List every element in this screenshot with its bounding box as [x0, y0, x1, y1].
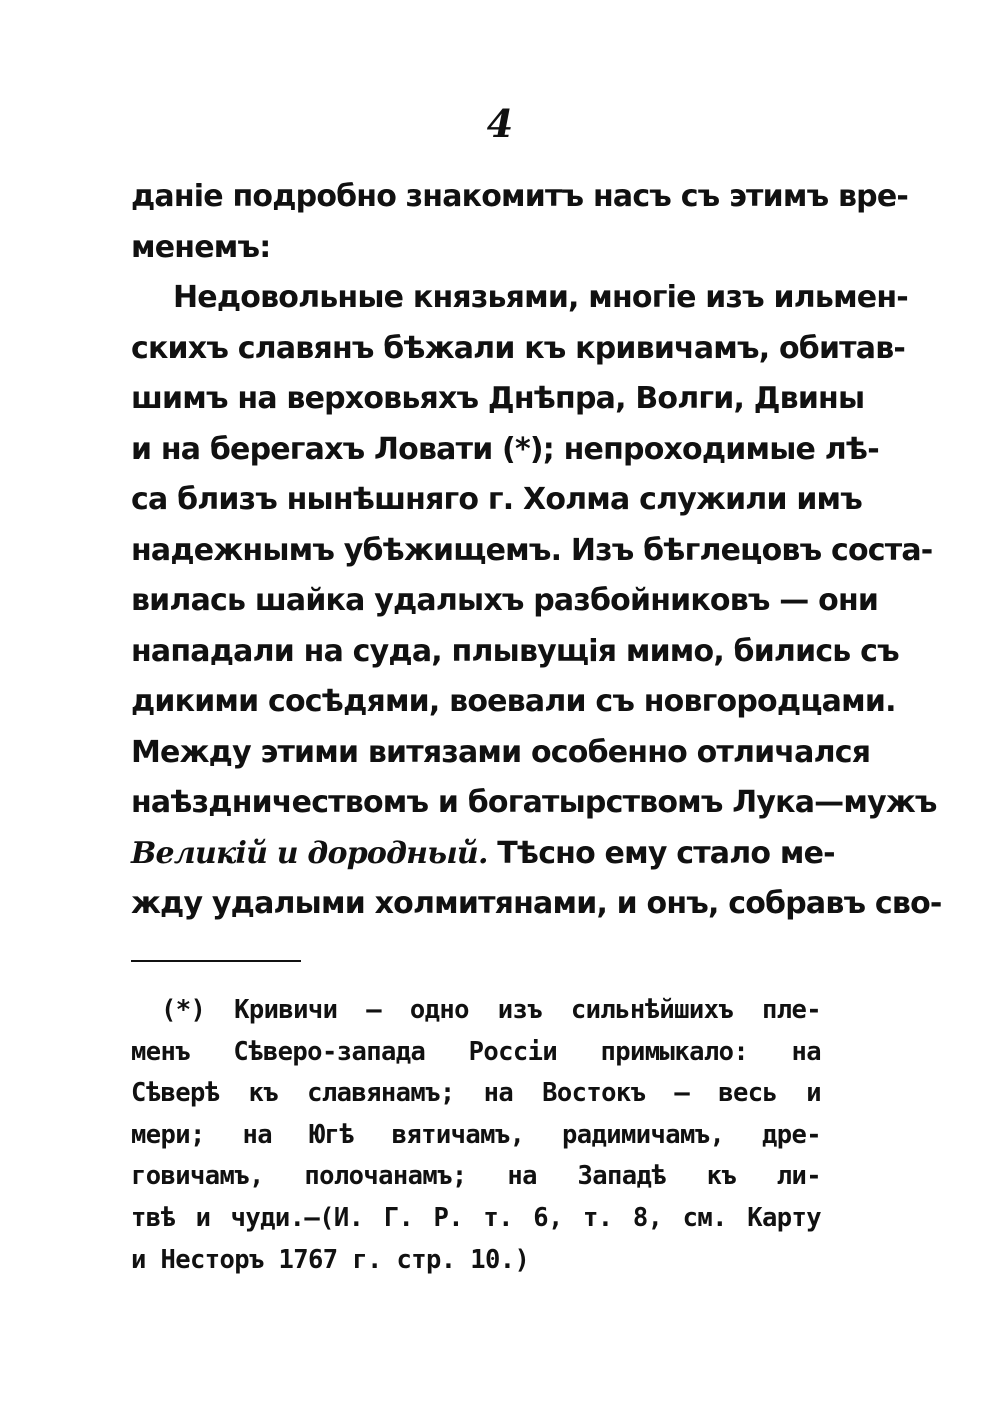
text-line: жду удалыми холмитянами, и онъ, собравъ сво-	[131, 886, 942, 921]
page-number: 4	[486, 101, 514, 146]
footnote-line: твѣ и чуди.—(И. Г. Р. т. 6, т. 8, см. Карту	[131, 1202, 821, 1233]
text-line: нападали на суда, плывущiя мимо, бились съ	[131, 633, 899, 669]
footnote-line: Сѣверѣ къ славянамъ; на Востокъ — весь и	[131, 1078, 821, 1109]
main-text	[131, 172, 942, 930]
text-line: Между этими витязами особенно отличался	[131, 734, 871, 770]
text-line-with-italic	[131, 829, 835, 880]
footnote-line: говичамъ, полочанамъ; на Западѣ къ ли-	[131, 1161, 821, 1192]
text-line: наѣздничествомъ и богатырствомъ Лука—мужъ	[131, 785, 937, 820]
footnote-divider	[131, 960, 301, 962]
footnote-line: мери; на Югѣ вятичамъ, радимичамъ, дре-	[131, 1119, 821, 1150]
text-line: са близъ нынѣшняго г. Холма служили имъ	[131, 482, 863, 517]
text-line: шимъ на верховьяхъ Днѣпра, Волги, Двины	[131, 381, 865, 416]
footnote-line: (*) Кривичи — одно изъ сильнѣйшихъ пле-	[161, 995, 821, 1025]
text-line: дикими сосѣдями, воевали съ новгородцами.	[131, 684, 896, 719]
text-line: данiе подробно знакомитъ насъ съ этимъ вре-	[131, 179, 909, 214]
text-line-tail: Тѣсно ему стало ме-	[497, 835, 835, 871]
footnote-line: и Несторъ 1767 г. стр. 10.)	[131, 1244, 530, 1275]
text-line: менемъ:	[131, 229, 271, 265]
text-line: Недовольные князьями, многiе изъ ильмен-	[173, 280, 908, 315]
footnote-line: менъ Сѣверо-запада Россiи примыкало: на	[131, 1036, 821, 1067]
text-line: вилась шайка удалыхъ разбойниковъ — они	[131, 583, 879, 618]
text-line: надежнымъ убѣжищемъ. Изъ бѣглецовъ соста-	[131, 532, 933, 568]
text-line: скихъ славянъ бѣжали къ кривичамъ, обитав-	[131, 330, 906, 366]
italic-phrase: Великiй и дородный.	[131, 835, 488, 871]
text-line: и на берегахъ Ловати (*); непроходимые лѣ-	[131, 431, 879, 467]
footnote	[131, 990, 821, 1281]
